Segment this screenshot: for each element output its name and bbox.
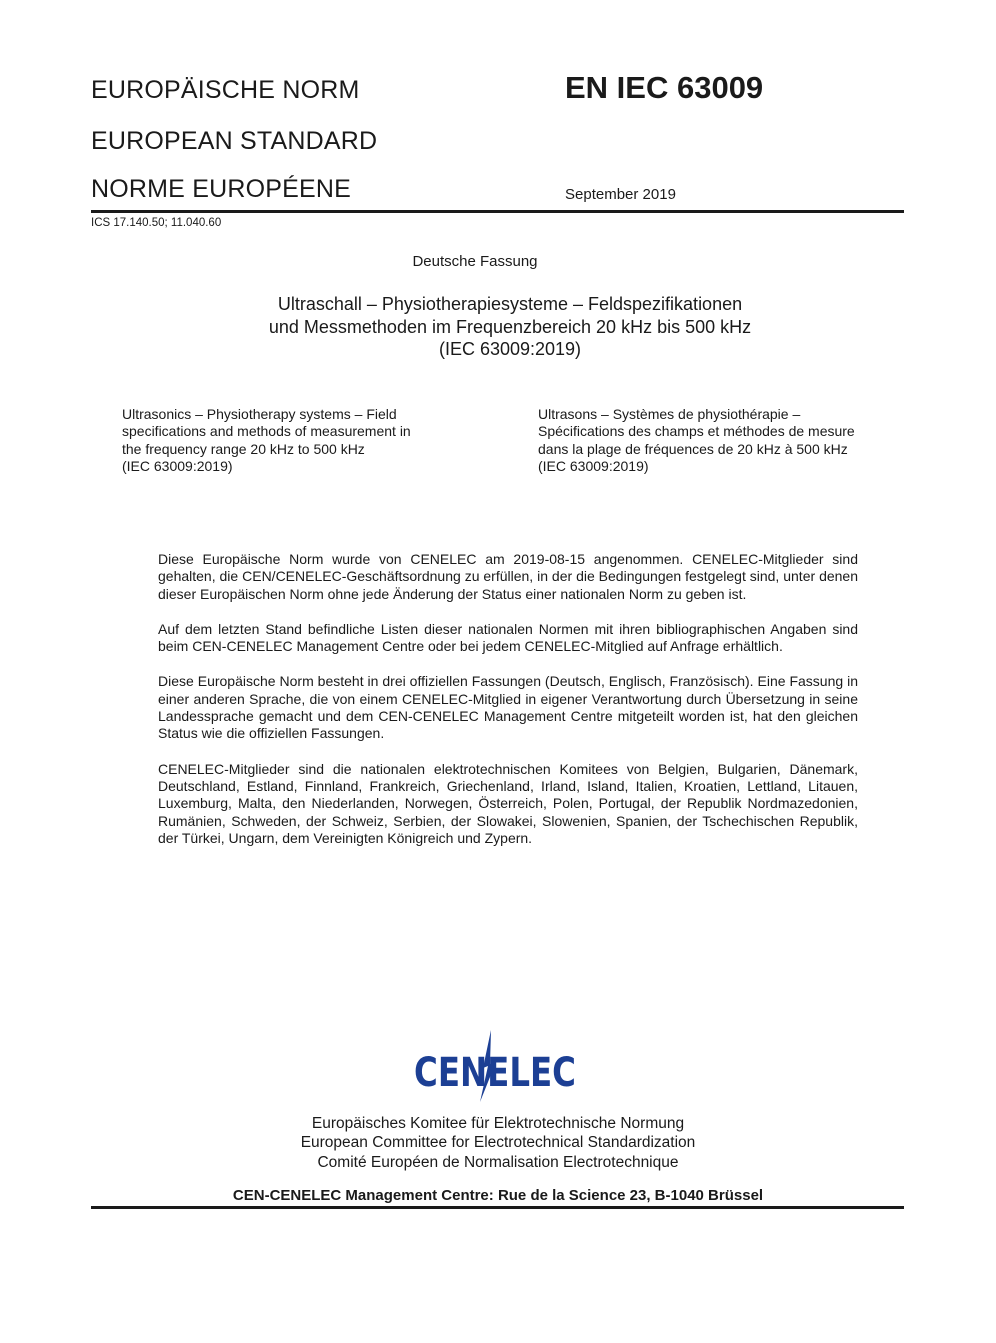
- title-german-line: (IEC 63009:2019): [438, 339, 582, 359]
- header-label-en: EUROPEAN STANDARD: [91, 127, 378, 155]
- title-english-line: specifications and methods of measurement in: [122, 423, 411, 440]
- title-english-line: the frequency range 20 kHz to 500 kHz: [122, 440, 365, 457]
- standard-number: EN IEC 63009: [565, 70, 764, 105]
- version-label: Deutsche Fassung: [412, 253, 538, 270]
- ics-code: ICS 17.140.50; 11.040.60: [91, 217, 222, 229]
- footer-divider: [91, 1206, 904, 1209]
- body-text: [158, 551, 858, 865]
- cenelec-logo: [400, 1028, 590, 1110]
- body-paragraph: Auf dem letzten Stand befindliche Listen dieser nationalen Normen mit ihren bibliographischen Angaben sind beim CEN-CENELEC Management Centre oder bei jedem CENELEC-Mitglied auf Anfrage erhältlich.: [158, 620, 858, 655]
- title-french-line: Ultrasons – Systèmes de physiothérapie –: [538, 406, 801, 422]
- title-french-line: (IEC 63009:2019): [538, 457, 649, 474]
- title-english-line: (IEC 63009:2019): [122, 457, 233, 474]
- header-divider: [91, 210, 904, 213]
- title-english: [122, 406, 427, 475]
- title-german: [200, 293, 820, 361]
- committee-names: [0, 1114, 996, 1172]
- title-french-line: dans la plage de fréquences de 20 kHz à 500 kHz: [538, 440, 848, 457]
- title-french: [538, 406, 855, 475]
- title-german-line: und Messmethoden im Frequenzbereich 20 kHz bis 500 kHz: [268, 316, 752, 337]
- title-german-line: Ultraschall – Physiotherapiesysteme – Feldspezifikationen: [277, 294, 743, 314]
- management-centre-address: CEN-CENELEC Management Centre: Rue de la Science 23, B-1040 Brüssel: [232, 1187, 764, 1204]
- logo-wordmark: CENELEC: [414, 1050, 576, 1096]
- committee-name-en: European Committee for Electrotechnical Standardization: [300, 1134, 696, 1152]
- title-english-line: Ultrasonics – Physiotherapy systems – Field: [122, 406, 397, 422]
- committee-name-fr: Comité Européen de Normalisation Electrotechnique: [317, 1153, 679, 1171]
- publication-date: September 2019: [565, 186, 676, 203]
- body-paragraph: CENELEC-Mitglieder sind die nationalen elektrotechnischen Komitees von Belgien, Bulgarien, Dänemark, Deutschland, Estland, Finnland, Frankreich, Griechenland, Irland, Island, Italien, Kroatien, Lettland, Litauen, Luxemburg, Malta, den Niederlanden, Norwegen, Österreich, Polen, Portugal, der Republik Nordmazedonien, Rumänien, Schweden, der Schweiz, Serbien, der Slowakei, Slowenien, Spanien, der Tschechischen Republik, der Türkei, Ungarn, dem Vereinigten Königreich und Zypern.: [158, 760, 858, 846]
- body-paragraph: Diese Europäische Norm wurde von CENELEC am 2019-08-15 angenommen. CENELEC-Mitglieder sind gehalten, die CEN/CENELEC-Geschäftsordnung zu erfüllen, in der die Bedingungen festgelegt sind, unter denen dieser Europäischen Norm ohne jede Änderung der Status einer nationalen Norm zu geben ist.: [158, 551, 858, 602]
- title-french-line: Spécifications des champs et méthodes de mesure: [538, 423, 855, 440]
- committee-name-de: Europäisches Komitee für Elektrotechnische Normung: [311, 1115, 685, 1132]
- body-paragraph: Diese Europäische Norm besteht in drei offiziellen Fassungen (Deutsch, Englisch, Französisch). Eine Fassung in einer anderen Sprache, die von einem CENELEC-Mitglied in eigener Verantwortung durch Übersetzung in seine Landessprache gemacht und dem CEN-CENELEC Management Centre mitgeteilt worden ist, hat den gleichen Status wie die offiziellen Fassungen.: [158, 673, 858, 742]
- header-label-de: EUROPÄISCHE NORM: [91, 76, 360, 104]
- header-label-fr: NORME EUROPÉENE: [91, 175, 351, 203]
